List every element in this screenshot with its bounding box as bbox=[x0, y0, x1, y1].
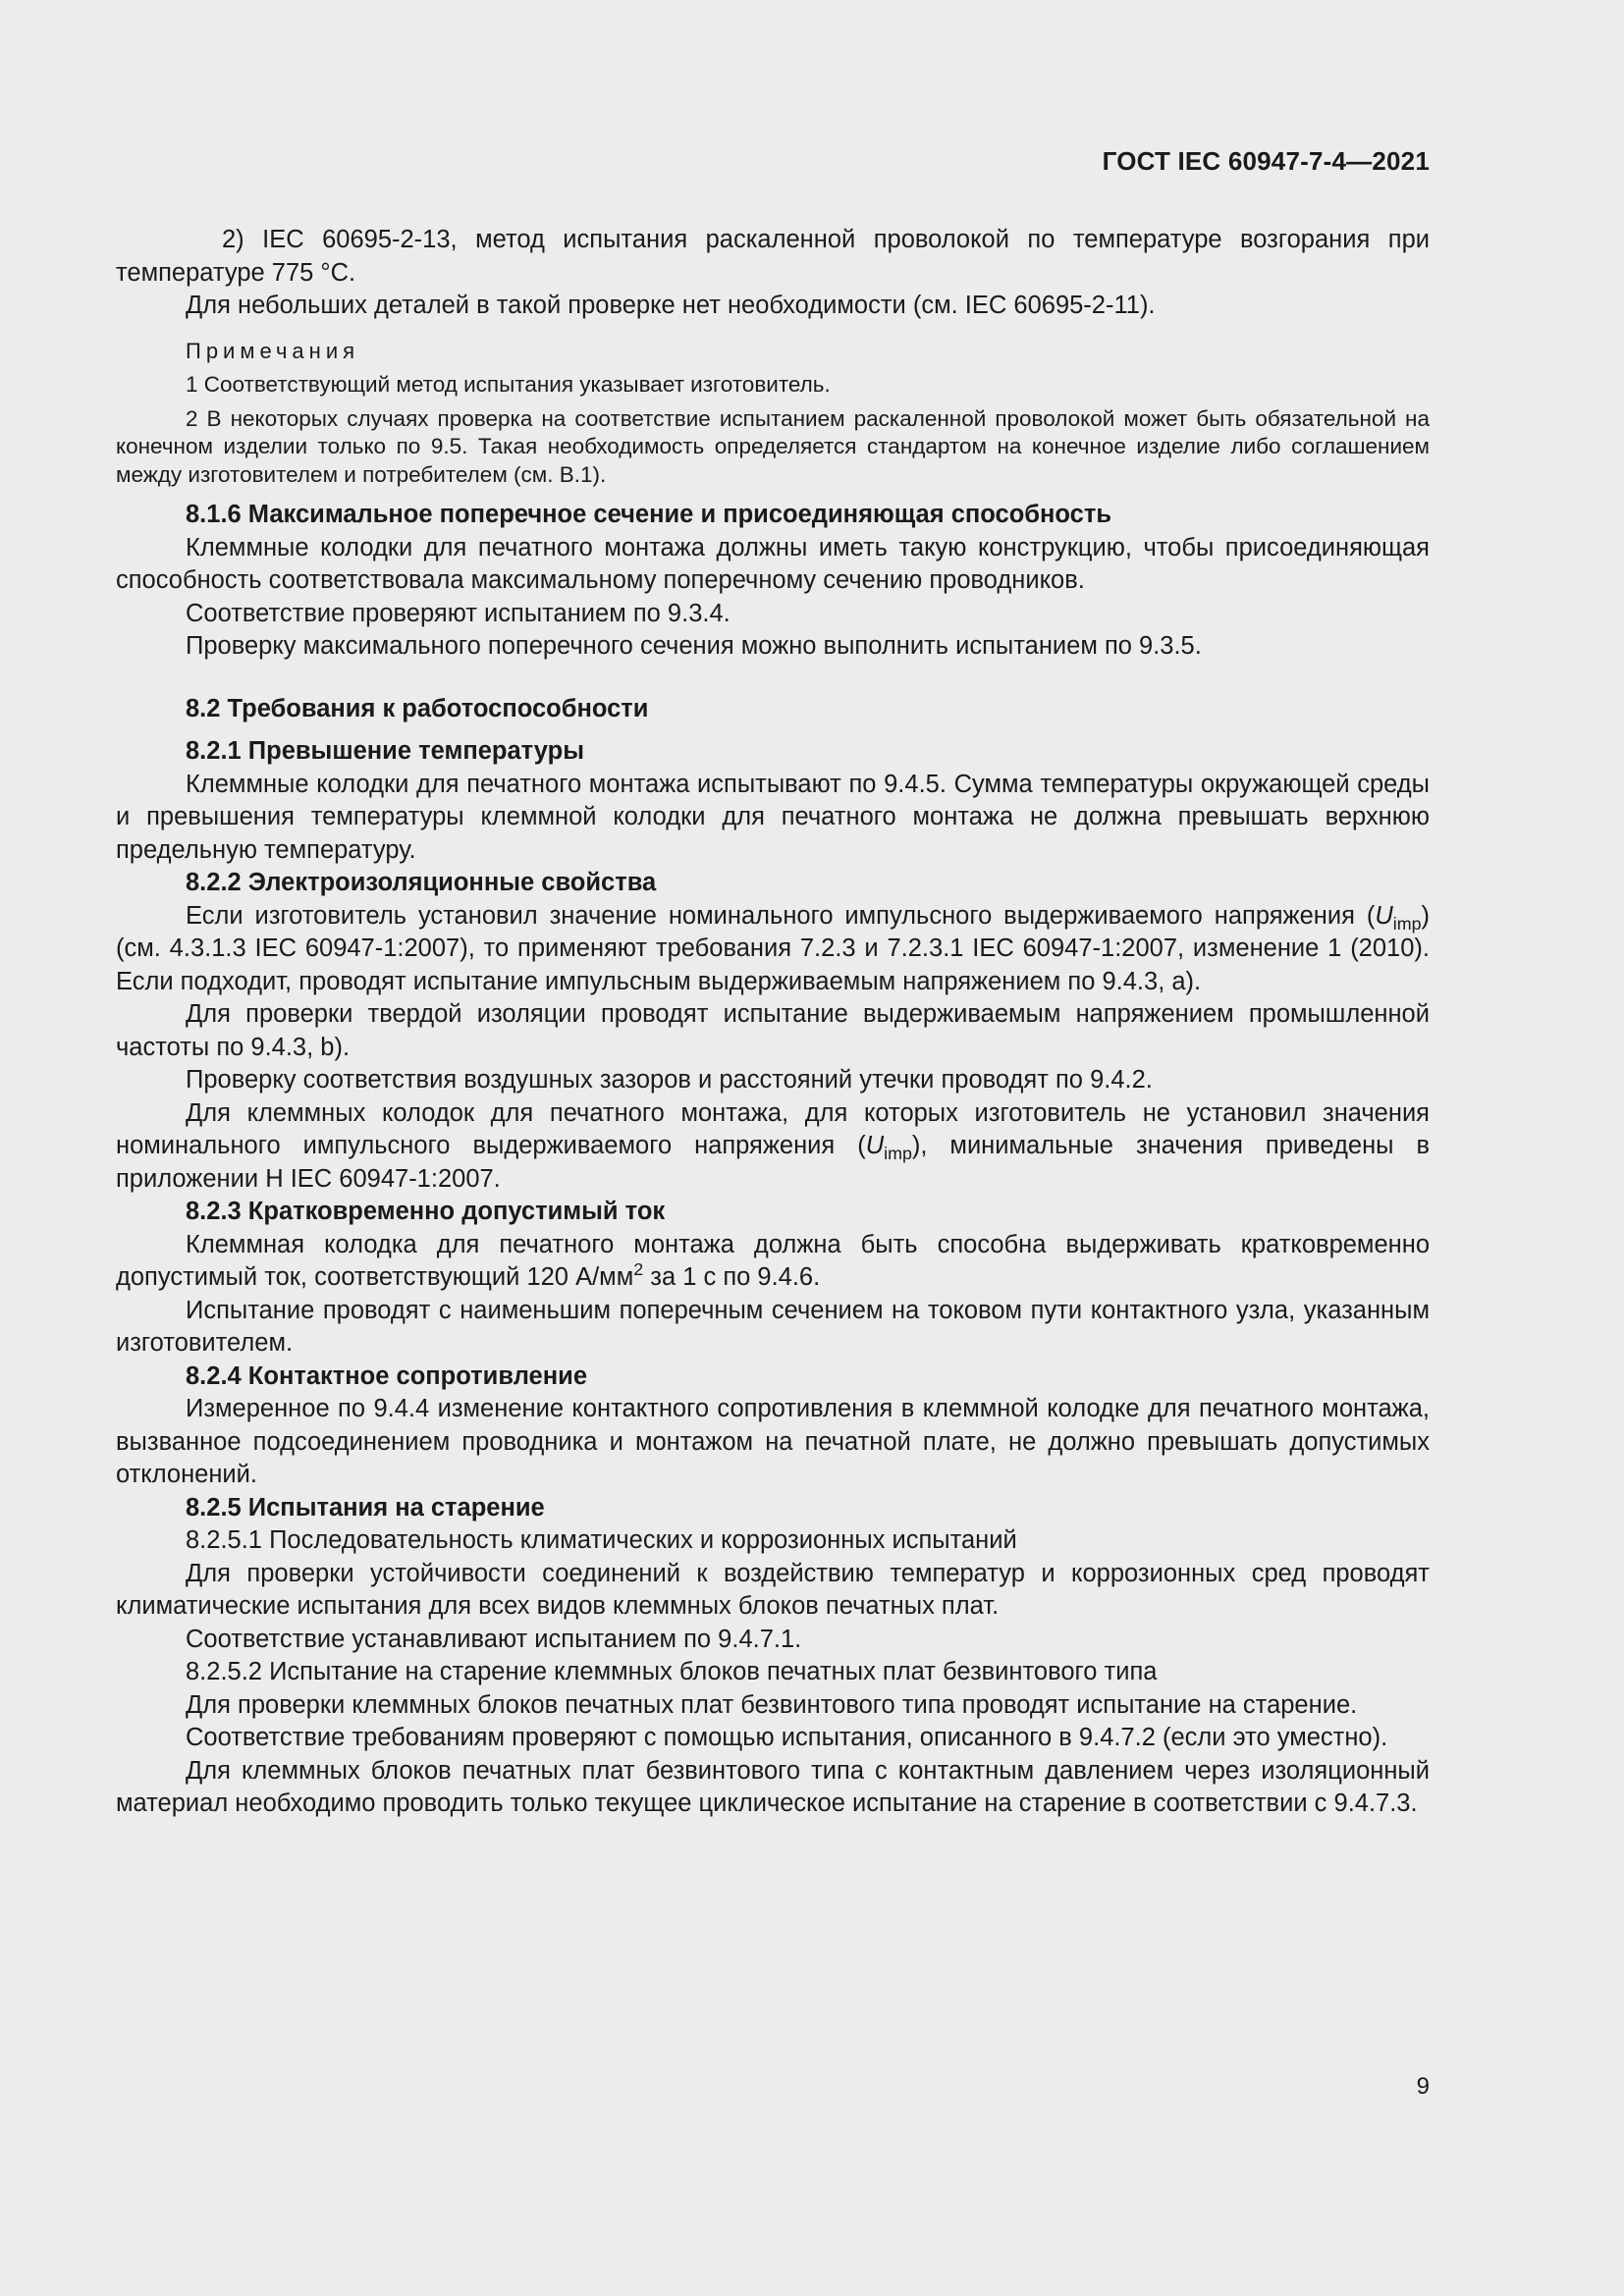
document-header: ГОСТ IEC 60947-7-4—2021 bbox=[1102, 146, 1430, 176]
text-span: ), минимальные значения приведены в приложении H IEC 60947-1:2007. bbox=[116, 1132, 1430, 1193]
note-1: 1 Соответствующий метод испытания указывает изготовитель. bbox=[186, 372, 831, 397]
paragraph-8-2-5-3: Для проверки клеммных блоков печатных плат безвинтового типа проводят испытание на старение. bbox=[186, 1690, 1358, 1719]
text-span: Если изготовитель установил значение номинального импульсного выдерживаемого напряжения ( bbox=[186, 901, 1376, 930]
heading-8-2-1: 8.2.1 Превышение температуры bbox=[186, 737, 584, 765]
heading-8-1-6: 8.1.6 Максимальное поперечное сечение и присоединяющая способность bbox=[186, 501, 1112, 528]
paragraph-8-2-5-4: Соответствие требованиям проверяют с помощью испытания, описанного в 9.4.7.2 (если это уместно). bbox=[186, 1724, 1388, 1751]
heading-8-2-5: 8.2.5 Испытания на старение bbox=[186, 1493, 545, 1522]
text-span: ) (см. 4.3.1.3 IEC 60947-1:2007), то применяют требования 7.2.3 и 7.2.3.1 IEC 60947-1:2007, изменение 1 (2010). Если подходит, проводят испытание импульсным выдерживаемым напряжением по 9.4.3, a). bbox=[116, 901, 1430, 995]
paragraph-8-2-5-5: Для клеммных блоков печатных плат безвинтового типа с контактным давлением через изоляционный материал необходимо проводить только текущее циклическое испытание на старение в соответствии с 9.4.7.3. bbox=[116, 1756, 1430, 1817]
paragraph-8-2-2-4 bbox=[116, 1097, 1430, 1197]
paragraph-8-2-5-1: Для проверки устойчивости соединений к воздействию температур и коррозионных сред проводят климатические испытания для всех видов клеммных блоков печатных плат. bbox=[116, 1559, 1430, 1620]
note-2: 2 В некоторых случаях проверка на соответствие испытанием раскаленной проволокой может быть обязательной на конечном изделии только по 9.5. Такая необходимость определяется стандартом на конечное изделие либо соглашением между изготовителем и потребителем (см. В.1). bbox=[116, 405, 1430, 487]
voltage-subscript: imp bbox=[884, 1144, 912, 1163]
voltage-subscript: imp bbox=[1392, 913, 1422, 934]
paragraph-8-1-6-1: Клеммные колодки для печатного монтажа должны иметь такую конструкцию, чтобы присоединяющая способность соответствовала максимальному поперечному сечению проводников. bbox=[116, 533, 1430, 594]
voltage-symbol: U bbox=[1375, 901, 1393, 930]
voltage-symbol: U bbox=[865, 1132, 885, 1159]
paragraph-8-2-3-1 bbox=[116, 1229, 1430, 1295]
paragraph-8-2-2-1 bbox=[116, 900, 1430, 999]
notes-title: Примечания bbox=[186, 338, 360, 363]
paragraph-8-2-2-3: Проверку соответствия воздушных зазоров и расстояний утечки проводят по 9.4.2. bbox=[186, 1066, 1153, 1094]
paragraph-small-parts: Для небольших деталей в такой проверке нет необходимости (см. IEC 60695-2-11). bbox=[186, 292, 1156, 319]
subheading-8-2-5-1: 8.2.5.1 Последовательность климатических и коррозионных испытаний bbox=[186, 1526, 1017, 1554]
paragraph-8-1-6-3: Проверку максимального поперечного сечения можно выполнить испытанием по 9.3.5. bbox=[186, 632, 1202, 660]
heading-8-2-3: 8.2.3 Кратковременно допустимый ток bbox=[186, 1198, 666, 1225]
paragraph-8-2-5-2: Соответствие устанавливают испытанием по 9.4.7.1. bbox=[186, 1625, 802, 1653]
heading-8-2-4: 8.2.4 Контактное сопротивление bbox=[186, 1362, 587, 1390]
document-body bbox=[116, 224, 1430, 1821]
paragraph-item-2: 2) IEC 60695-2-13, метод испытания раскаленной проволокой по температуре возгорания при температуре 775 °C. bbox=[116, 226, 1430, 287]
paragraph-8-2-2-2: Для проверки твердой изоляции проводят испытание выдерживаемым напряжением промышленной частоты по 9.4.3, b). bbox=[116, 1000, 1430, 1061]
paragraph-8-2-1-1: Клеммные колодки для печатного монтажа испытывают по 9.4.5. Сумма температуры окружающей среды и превышения температуры клеммной колодки для печатного монтажа не должна превышать верхнюю предельную температуру. bbox=[116, 770, 1430, 864]
paragraph-8-2-3-2: Испытание проводят с наименьшим поперечным сечением на токовом пути контактного узла, указанным изготовителем. bbox=[116, 1296, 1430, 1357]
subheading-8-2-5-2: 8.2.5.2 Испытание на старение клеммных блоков печатных плат безвинтового типа bbox=[186, 1658, 1158, 1685]
page-number: 9 bbox=[1416, 2073, 1430, 2100]
text-span: Для клеммных колодок для печатного монтажа, для которых изготовитель не установил значения номинального импульсного выдерживаемого напряжения ( bbox=[116, 1098, 1430, 1159]
paragraph-8-1-6-2: Соответствие проверяют испытанием по 9.3.4. bbox=[186, 599, 731, 627]
paragraph-8-2-4-1: Измеренное по 9.4.4 изменение контактного сопротивления в клеммной колодке для печатного монтажа, вызванное подсоединением проводника и монтажом на печатной плате, не должно превышать допустимых отклонений. bbox=[116, 1395, 1430, 1488]
text-span: Клеммная колодка для печатного монтажа должна быть способна выдерживать кратковременно допустимый ток, соответствующий 120 А/мм bbox=[116, 1230, 1430, 1291]
heading-8-2: 8.2 Требования к работоспособности bbox=[186, 694, 649, 722]
unit-superscript: 2 bbox=[633, 1259, 644, 1279]
text-span: за 1 с по 9.4.6. bbox=[643, 1263, 821, 1291]
heading-8-2-2: 8.2.2 Электроизоляционные свойства bbox=[186, 869, 657, 896]
